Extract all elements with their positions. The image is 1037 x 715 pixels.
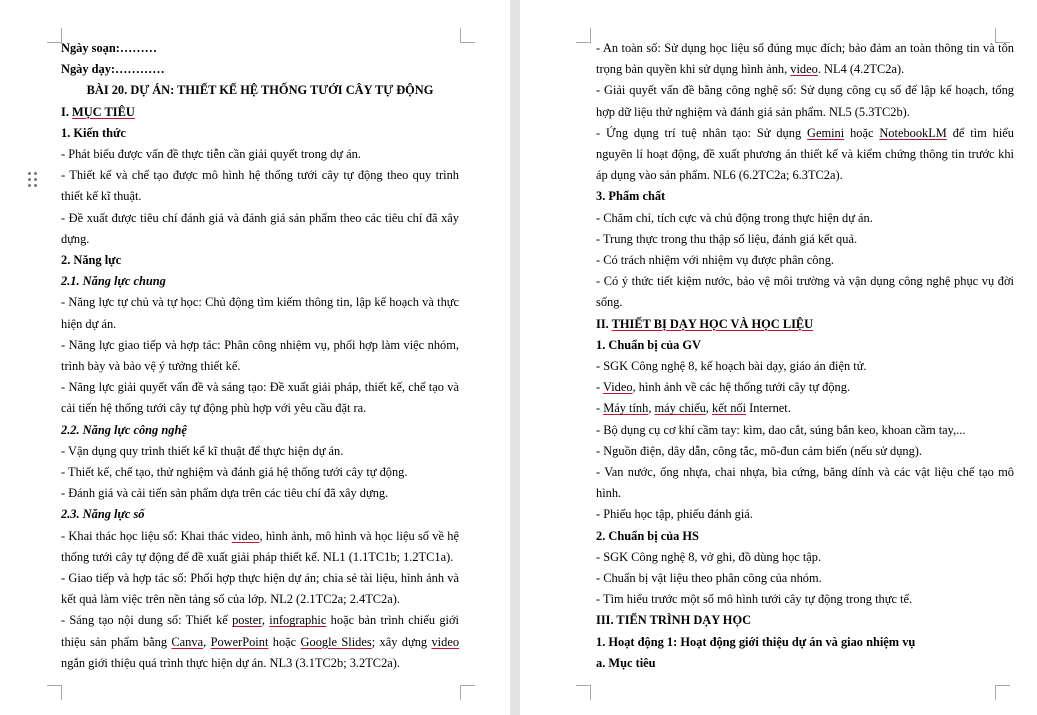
paragraph: - Chăm chỉ, tích cực và chủ động trong thực hiện dự án. [596,210,873,225]
subheading: 2.1. Năng lực chung [61,274,166,289]
paragraph: - Tìm hiểu trước một số mô hình tưới cây tự động trong thực tế. [596,592,913,607]
page-text-left[interactable] [61,38,459,674]
bold-heading: Ngày soạn:……… [61,41,158,55]
bold-heading: 1. Chuẩn bị của GV [596,337,702,352]
paragraph: - Thiết kế và chế tạo được mô hình hệ thống tưới cây tự động theo quy trình thiết kế kĩ thuật. [61,168,459,204]
paragraph: - Chuẩn bị vật liệu theo phân công của nhóm. [596,571,822,586]
bold-heading: III. TIẾN TRÌNH DẠY HỌC [596,613,752,628]
paragraph: - Đánh giá và cải tiến sản phẩm dựa trên các tiêu chí đã xây dựng. [61,486,389,501]
page-gap [510,0,520,715]
paragraph: - Thiết kế, chế tạo, thử nghiệm và đánh giá hệ thống tưới cây tự động. [61,465,408,480]
crop-mark [995,685,1010,700]
paragraph: - An toàn số: Sử dụng học liệu số đúng mục đích; bảo đảm an toàn thông tin và tôn trọng bản quyền khi sử dụng hình ảnh, video. NL4 (4.2TC2a). [596,41,1014,77]
lesson-title: BÀI 20. DỰ ÁN: THIẾT KẾ HỆ THỐNG TƯỚI CÂY TỰ ĐỘNG [86,83,434,98]
paragraph: - Ứng dụng trí tuệ nhân tạo: Sử dụng Gemini hoặc NotebookLM để tìm hiểu nguyên lí hoạt động, đề xuất phương án thiết kế và kiểm chứng thông tin trước khi áp dụng vào sản phẩm. NL6 (6.2TC2a; 6.3TC2a). [596,125,1014,183]
paragraph: - Đề xuất được tiêu chí đánh giá và đánh giá sản phẩm theo các tiêu chí đã xây dựng. [61,210,459,246]
document-page-left [0,0,510,715]
bold-heading: 1. Kiến thức [61,125,126,140]
page-text-right[interactable] [596,38,1014,674]
section-heading: I. MỤC TIÊU [61,104,135,119]
bold-heading: 1. Hoạt động 1: Hoạt động giới thiệu dự án và giao nhiệm vụ [596,634,916,649]
drag-handle-icon[interactable] [28,172,38,188]
subheading: 2.3. Năng lực số [61,507,145,522]
paragraph: - SGK Công nghệ 8, vở ghi, đồ dùng học tập. [596,549,822,564]
crop-mark [576,685,591,700]
paragraph: - Có ý thức tiết kiệm nước, bảo vệ môi trường và vận dụng công nghệ phục vụ đời sống. [596,274,1014,310]
subheading: 2.2. Năng lực công nghệ [61,422,187,437]
paragraph: - Năng lực giao tiếp và hợp tác: Phân công nhiệm vụ, phối hợp làm việc nhóm, trình bày và bảo vệ ý tưởng thiết kế. [61,337,459,374]
paragraph: - Video, hình ảnh về các hệ thống tưới cây tự động. [596,380,851,395]
paragraph: - Nguồn điện, dây dẫn, công tắc, mô-đun cảm biến (nếu sử dụng). [596,443,923,458]
paragraph: - Khai thác học liệu số: Khai thác video, hình ảnh, mô hình và học liệu số về hệ thống tưới cây tự động để đề xuất giải pháp thiết kế. NL1 (1.1TC1b; 1.2TC1a). [61,528,459,564]
paragraph: - Trung thực trong thu thập số liệu, đánh giá kết quả. [596,231,858,246]
paragraph: - Có trách nhiệm với nhiệm vụ được phân công. [596,253,834,268]
document-page-right [520,0,1037,715]
paragraph: - Bộ dụng cụ cơ khí cầm tay: kìm, dao cắt, súng bắn keo, khoan cầm tay,... [596,422,966,437]
paragraph: - Vận dụng quy trình thiết kế kĩ thuật để thực hiện dự án. [61,443,344,458]
crop-mark [47,685,62,700]
paragraph: - Van nước, ống nhựa, chai nhựa, bìa cứng, băng dính và các vật liệu chế tạo mô hình. [596,465,1014,501]
paragraph: - Sáng tạo nội dung số: Thiết kế poster, infographic hoặc bản trình chiếu giới thiệu sản phẩm bằng Canva, PowerPoint hoặc Google Slides; xây dựng video ngắn giới thiệu quá trình thực hiện dự án. NL3 (3.1TC2b; 3.2TC2a). [61,613,460,670]
paragraph: - Phát biểu được vấn đề thực tiễn cần giải quyết trong dự án. [61,147,361,162]
paragraph: - Máy tính, máy chiếu, kết nối Internet. [596,401,791,416]
crop-mark [47,28,62,43]
bold-heading: Ngày dạy:………… [61,62,165,77]
crop-mark [460,28,475,43]
section-heading: II. THIẾT BỊ DẠY HỌC VÀ HỌC LIỆU [596,316,814,331]
bold-heading: 2. Năng lực [61,253,122,268]
paragraph: - Giải quyết vấn đề bằng công nghệ số: Sử dụng công cụ số để lập kế hoạch, tổng hợp dữ liệu thử nghiệm và đánh giá sản phẩm. NL5 (5.3TC2b). [596,83,1014,119]
paragraph: - Giao tiếp và hợp tác số: Phối hợp thực hiện dự án; chia sẻ tài liệu, hình ảnh và kết quả làm việc trên nền tảng số của lớp. NL2 (2.1TC2a; 2.4TC2a). [61,571,459,607]
paragraph: - Phiếu học tập, phiếu đánh giá. [596,507,753,522]
paragraph: - SGK Công nghệ 8, kế hoạch bài dạy, giáo án điện tử. [596,359,867,374]
paragraph: - Năng lực giải quyết vấn đề và sáng tạo: Đề xuất giải pháp, thiết kế, chế tạo và cải tiến hệ thống tưới cây tự động phù hợp với yêu cầu đặt ra. [61,380,459,416]
bold-heading: 2. Chuẩn bị của HS [596,528,699,543]
bold-heading: 3. Phẩm chất [596,189,666,204]
paragraph: - Năng lực tự chủ và tự học: Chủ động tìm kiếm thông tin, lập kế hoạch và thực hiện dự án. [61,295,459,331]
crop-mark [576,28,591,43]
bold-heading: a. Mục tiêu [596,655,656,670]
crop-mark [460,685,475,700]
